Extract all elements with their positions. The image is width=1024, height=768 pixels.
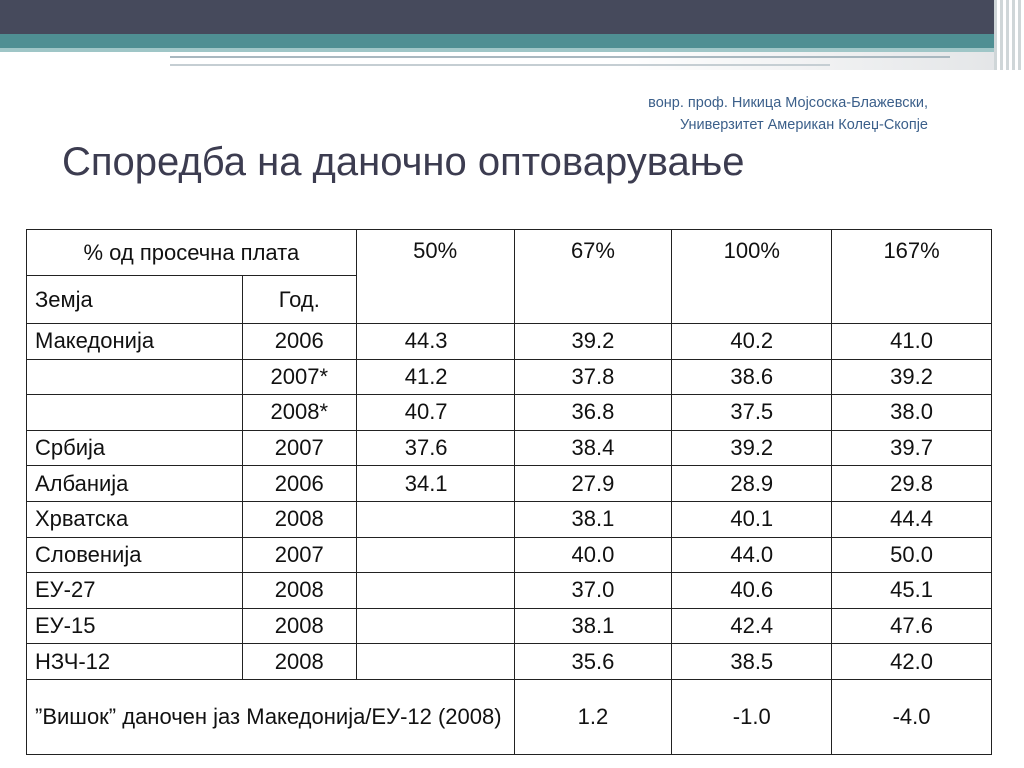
year-cell: 2008 (242, 608, 356, 644)
header-band-dark (0, 0, 1024, 34)
affiliation-line: Универзитет Американ Колеџ-Скопје (679, 117, 928, 133)
value-cell: 37.5 (672, 395, 832, 431)
country-cell: ЕУ-27 (27, 573, 243, 609)
tax-gap-label: ”Вишок” даночен јаз Македонија/ЕУ-12 (2008) (27, 679, 515, 754)
value-cell: 41.0 (832, 324, 992, 360)
country-cell: Србија (27, 430, 243, 466)
tax-gap-value: -4.0 (832, 679, 992, 754)
year-cell: 2008 (242, 501, 356, 537)
table-row (27, 466, 992, 502)
table-row (27, 644, 992, 680)
value-cell: 42.4 (672, 608, 832, 644)
value-cell: 29.8 (832, 466, 992, 502)
year-cell: 2006 (242, 324, 356, 360)
table-row (27, 573, 992, 609)
value-cell: 40.2 (672, 324, 832, 360)
value-cell: 38.1 (514, 608, 672, 644)
table-row (27, 608, 992, 644)
country-cell: Македонија (27, 324, 243, 360)
country-cell (27, 395, 243, 431)
value-cell: 44.4 (832, 501, 992, 537)
year-cell: 2007 (242, 537, 356, 573)
slide-title: Споредба на даночно оптоварување (62, 140, 745, 184)
pct-header-cell: 100% (672, 230, 832, 324)
value-cell: 38.5 (672, 644, 832, 680)
value-cell: 47.6 (832, 608, 992, 644)
tax-burden-table (26, 229, 992, 755)
header-line (170, 56, 950, 58)
value-cell: 38.6 (672, 359, 832, 395)
country-cell: Албанија (27, 466, 243, 502)
country-cell: Словенија (27, 537, 243, 573)
header-line (170, 64, 830, 66)
pct-header-cell: 167% (832, 230, 992, 324)
year-header-cell: Год. (242, 276, 356, 324)
value-cell (356, 501, 514, 537)
table-row (27, 324, 992, 360)
tax-gap-row (27, 679, 992, 754)
value-cell: 37.6 (356, 430, 514, 466)
value-cell: 40.6 (672, 573, 832, 609)
tax-gap-value: 1.2 (514, 679, 672, 754)
tax-gap-value: -1.0 (672, 679, 832, 754)
value-cell: 44.0 (672, 537, 832, 573)
table-row (27, 501, 992, 537)
year-cell: 2008 (242, 644, 356, 680)
year-cell: 2007* (242, 359, 356, 395)
table-row (27, 537, 992, 573)
author-block (648, 92, 928, 136)
table-row (27, 430, 992, 466)
value-cell: 27.9 (514, 466, 672, 502)
value-cell (356, 537, 514, 573)
value-cell: 36.8 (514, 395, 672, 431)
header-label-cell: % од просечна плата (27, 230, 357, 276)
value-cell (356, 573, 514, 609)
header-row (27, 230, 992, 276)
value-cell: 38.4 (514, 430, 672, 466)
year-cell: 2007 (242, 430, 356, 466)
year-cell: 2008 (242, 573, 356, 609)
value-cell: 50.0 (832, 537, 992, 573)
value-cell: 39.2 (832, 359, 992, 395)
country-cell: НЗЧ-12 (27, 644, 243, 680)
pct-header-cell: 67% (514, 230, 672, 324)
header-band-teal (0, 34, 1024, 48)
value-cell: 42.0 (832, 644, 992, 680)
value-cell: 39.2 (514, 324, 672, 360)
value-cell (356, 644, 514, 680)
value-cell: 39.2 (672, 430, 832, 466)
header-band-grey (0, 52, 1024, 70)
value-cell: 37.0 (514, 573, 672, 609)
value-cell: 34.1 (356, 466, 514, 502)
value-cell: 35.6 (514, 644, 672, 680)
value-cell: 40.0 (514, 537, 672, 573)
value-cell: 38.1 (514, 501, 672, 537)
value-cell (356, 608, 514, 644)
country-cell: Хрватска (27, 501, 243, 537)
value-cell: 38.0 (832, 395, 992, 431)
year-cell: 2006 (242, 466, 356, 502)
table-row (27, 395, 992, 431)
value-cell: 45.1 (832, 573, 992, 609)
country-cell (27, 359, 243, 395)
header-stripes (994, 0, 1024, 70)
value-cell: 40.1 (672, 501, 832, 537)
value-cell: 44.3 (356, 324, 514, 360)
value-cell: 39.7 (832, 430, 992, 466)
value-cell: 41.2 (356, 359, 514, 395)
value-cell: 37.8 (514, 359, 672, 395)
value-cell: 28.9 (672, 466, 832, 502)
year-cell: 2008* (242, 395, 356, 431)
pct-header-cell: 50% (356, 230, 514, 324)
country-cell: ЕУ-15 (27, 608, 243, 644)
country-header-cell: Земја (27, 276, 243, 324)
value-cell: 40.7 (356, 395, 514, 431)
table-row (27, 359, 992, 395)
author-line: вонр. проф. Никица Мојсоска-Блажевски, (648, 95, 928, 111)
